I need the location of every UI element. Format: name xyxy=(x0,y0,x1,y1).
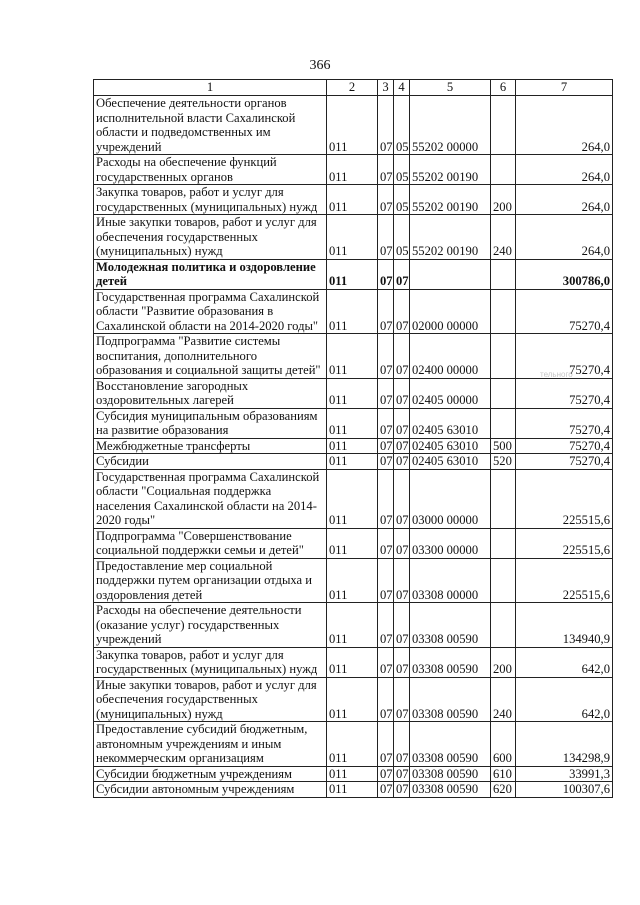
table-row xyxy=(94,469,613,528)
expense-type-cell: 620 xyxy=(491,782,516,798)
table-row xyxy=(94,334,613,379)
row-name-cell: Субсидии автономным учреждениям xyxy=(94,782,327,798)
stamp-mark: тельного xyxy=(540,370,573,379)
chapter-code-cell: 07 xyxy=(378,469,394,528)
header-cell: 2 xyxy=(327,80,378,96)
amount-cell: 642,0 xyxy=(516,677,613,722)
amount-cell: 75270,4 xyxy=(516,408,613,438)
row-name-cell: Молодежная политика и оздоровление детей xyxy=(94,259,327,289)
expense-type-cell: 240 xyxy=(491,677,516,722)
target-article-cell: 55202 00000 xyxy=(410,96,491,155)
header-cell: 4 xyxy=(394,80,410,96)
amount-cell: 225515,6 xyxy=(516,528,613,558)
section-code-cell: 011 xyxy=(327,438,378,454)
subchapter-code-cell: 05 xyxy=(394,155,410,185)
row-name-cell: Государственная программа Сахалинской области "Развитие образования в Сахалинской области на 2014-2020 годы" xyxy=(94,289,327,334)
expense-type-cell xyxy=(491,528,516,558)
table-row xyxy=(94,155,613,185)
chapter-code-cell: 07 xyxy=(378,782,394,798)
header-row xyxy=(94,80,613,96)
target-article-cell: 03308 00000 xyxy=(410,558,491,603)
amount-cell: 225515,6 xyxy=(516,558,613,603)
chapter-code-cell: 07 xyxy=(378,289,394,334)
subchapter-code-cell: 07 xyxy=(394,782,410,798)
subchapter-code-cell: 07 xyxy=(394,334,410,379)
table-row xyxy=(94,215,613,260)
section-code-cell: 011 xyxy=(327,215,378,260)
chapter-code-cell: 07 xyxy=(378,722,394,767)
header-cell: 5 xyxy=(410,80,491,96)
table-row xyxy=(94,782,613,798)
amount-cell: 134940,9 xyxy=(516,603,613,648)
section-code-cell: 011 xyxy=(327,378,378,408)
section-code-cell: 011 xyxy=(327,782,378,798)
expense-type-cell xyxy=(491,378,516,408)
target-article-cell: 03308 00590 xyxy=(410,647,491,677)
chapter-code-cell: 07 xyxy=(378,259,394,289)
budget-table xyxy=(93,79,613,798)
section-code-cell: 011 xyxy=(327,766,378,782)
chapter-code-cell: 07 xyxy=(378,603,394,648)
subchapter-code-cell: 07 xyxy=(394,378,410,408)
row-name-cell: Предоставление субсидий бюджетным, автономным учреждениям и иным некоммерческим организациям xyxy=(94,722,327,767)
header-cell: 6 xyxy=(491,80,516,96)
target-article-cell: 03300 00000 xyxy=(410,528,491,558)
amount-cell: 225515,6 xyxy=(516,469,613,528)
target-article-cell: 02405 63010 xyxy=(410,438,491,454)
section-code-cell: 011 xyxy=(327,647,378,677)
expense-type-cell: 600 xyxy=(491,722,516,767)
header-cell: 1 xyxy=(94,80,327,96)
expense-type-cell xyxy=(491,259,516,289)
row-name-cell: Иные закупки товаров, работ и услуг для обеспечения государственных (муниципальных) нужд xyxy=(94,215,327,260)
expense-type-cell: 520 xyxy=(491,454,516,470)
target-article-cell: 03308 00590 xyxy=(410,603,491,648)
subchapter-code-cell: 05 xyxy=(394,185,410,215)
subchapter-code-cell: 07 xyxy=(394,677,410,722)
subchapter-code-cell: 07 xyxy=(394,558,410,603)
expense-type-cell xyxy=(491,558,516,603)
header-cell: 7 xyxy=(516,80,613,96)
target-article-cell xyxy=(410,259,491,289)
table-row xyxy=(94,722,613,767)
row-name-cell: Субсидия муниципальным образованиям на развитие образования xyxy=(94,408,327,438)
table-row xyxy=(94,438,613,454)
expense-type-cell xyxy=(491,96,516,155)
expense-type-cell: 610 xyxy=(491,766,516,782)
target-article-cell: 55202 00190 xyxy=(410,215,491,260)
section-code-cell: 011 xyxy=(327,289,378,334)
chapter-code-cell: 07 xyxy=(378,558,394,603)
row-name-cell: Обеспечение деятельности органов исполнительной власти Сахалинской области и подведомственных им учреждений xyxy=(94,96,327,155)
row-name-cell: Государственная программа Сахалинской области "Социальная поддержка населения Сахалинской области на 2014-2020 годы" xyxy=(94,469,327,528)
amount-cell: 75270,4 xyxy=(516,438,613,454)
amount-cell: 264,0 xyxy=(516,155,613,185)
chapter-code-cell: 07 xyxy=(378,677,394,722)
section-code-cell: 011 xyxy=(327,558,378,603)
amount-cell: 134298,9 xyxy=(516,722,613,767)
row-name-cell: Иные закупки товаров, работ и услуг для обеспечения государственных (муниципальных) нужд xyxy=(94,677,327,722)
target-article-cell: 02000 00000 xyxy=(410,289,491,334)
section-code-cell: 011 xyxy=(327,408,378,438)
target-article-cell: 03308 00590 xyxy=(410,677,491,722)
expense-type-cell: 200 xyxy=(491,647,516,677)
section-code-cell: 011 xyxy=(327,454,378,470)
section-code-cell: 011 xyxy=(327,603,378,648)
row-name-cell: Подпрограмма "Развитие системы воспитания, дополнительного образования и социальной защиты детей" xyxy=(94,334,327,379)
subchapter-code-cell: 07 xyxy=(394,766,410,782)
target-article-cell: 55202 00190 xyxy=(410,185,491,215)
subchapter-code-cell: 07 xyxy=(394,528,410,558)
table-row xyxy=(94,766,613,782)
header-cell: 3 xyxy=(378,80,394,96)
section-code-cell: 011 xyxy=(327,96,378,155)
section-code-cell: 011 xyxy=(327,469,378,528)
amount-cell: 75270,4 xyxy=(516,454,613,470)
expense-type-cell xyxy=(491,603,516,648)
expense-type-cell xyxy=(491,334,516,379)
target-article-cell: 02405 63010 xyxy=(410,408,491,438)
amount-cell: 33991,3 xyxy=(516,766,613,782)
table-row xyxy=(94,528,613,558)
amount-cell: 75270,4 xyxy=(516,334,613,379)
amount-cell: 264,0 xyxy=(516,185,613,215)
table-row xyxy=(94,289,613,334)
row-name-cell: Расходы на обеспечение функций государственных органов xyxy=(94,155,327,185)
table-row xyxy=(94,558,613,603)
subchapter-code-cell: 07 xyxy=(394,647,410,677)
expense-type-cell: 200 xyxy=(491,185,516,215)
target-article-cell: 03308 00590 xyxy=(410,722,491,767)
subchapter-code-cell: 05 xyxy=(394,96,410,155)
expense-type-cell xyxy=(491,469,516,528)
section-code-cell: 011 xyxy=(327,677,378,722)
amount-cell: 75270,4 xyxy=(516,378,613,408)
subchapter-code-cell: 07 xyxy=(394,259,410,289)
subchapter-code-cell: 07 xyxy=(394,454,410,470)
target-article-cell: 02405 63010 xyxy=(410,454,491,470)
subchapter-code-cell: 07 xyxy=(394,408,410,438)
row-name-cell: Подпрограмма "Совершенствование социальной поддержки семьи и детей" xyxy=(94,528,327,558)
target-article-cell: 03308 00590 xyxy=(410,766,491,782)
target-article-cell: 02400 00000 xyxy=(410,334,491,379)
row-name-cell: Расходы на обеспечение деятельности (оказание услуг) государственных учреждений xyxy=(94,603,327,648)
page-number: 366 xyxy=(309,58,331,73)
table-row xyxy=(94,259,613,289)
chapter-code-cell: 07 xyxy=(378,185,394,215)
amount-cell: 100307,6 xyxy=(516,782,613,798)
subchapter-code-cell: 07 xyxy=(394,438,410,454)
expense-type-cell: 240 xyxy=(491,215,516,260)
expense-type-cell xyxy=(491,289,516,334)
table-row xyxy=(94,185,613,215)
chapter-code-cell: 07 xyxy=(378,647,394,677)
table-row xyxy=(94,96,613,155)
section-code-cell: 011 xyxy=(327,334,378,379)
target-article-cell: 03000 00000 xyxy=(410,469,491,528)
subchapter-code-cell: 07 xyxy=(394,722,410,767)
chapter-code-cell: 07 xyxy=(378,96,394,155)
section-code-cell: 011 xyxy=(327,185,378,215)
chapter-code-cell: 07 xyxy=(378,438,394,454)
section-code-cell: 011 xyxy=(327,722,378,767)
chapter-code-cell: 07 xyxy=(378,334,394,379)
subchapter-code-cell: 05 xyxy=(394,215,410,260)
table-row xyxy=(94,677,613,722)
expense-type-cell: 500 xyxy=(491,438,516,454)
expense-type-cell xyxy=(491,155,516,185)
subchapter-code-cell: 07 xyxy=(394,289,410,334)
chapter-code-cell: 07 xyxy=(378,528,394,558)
amount-cell: 264,0 xyxy=(516,96,613,155)
row-name-cell: Закупка товаров, работ и услуг для государственных (муниципальных) нужд xyxy=(94,647,327,677)
chapter-code-cell: 07 xyxy=(378,155,394,185)
section-code-cell: 011 xyxy=(327,259,378,289)
subchapter-code-cell: 07 xyxy=(394,469,410,528)
amount-cell: 264,0 xyxy=(516,215,613,260)
table-row xyxy=(94,454,613,470)
chapter-code-cell: 07 xyxy=(378,408,394,438)
chapter-code-cell: 07 xyxy=(378,454,394,470)
expense-type-cell xyxy=(491,408,516,438)
chapter-code-cell: 07 xyxy=(378,378,394,408)
subchapter-code-cell: 07 xyxy=(394,603,410,648)
chapter-code-cell: 07 xyxy=(378,766,394,782)
target-article-cell: 03308 00590 xyxy=(410,782,491,798)
amount-cell: 642,0 xyxy=(516,647,613,677)
row-name-cell: Закупка товаров, работ и услуг для государственных (муниципальных) нужд xyxy=(94,185,327,215)
amount-cell: 75270,4 xyxy=(516,289,613,334)
section-code-cell: 011 xyxy=(327,528,378,558)
table-row xyxy=(94,408,613,438)
table-row xyxy=(94,647,613,677)
table-body xyxy=(94,96,613,798)
target-article-cell: 02405 00000 xyxy=(410,378,491,408)
target-article-cell: 55202 00190 xyxy=(410,155,491,185)
chapter-code-cell: 07 xyxy=(378,215,394,260)
row-name-cell: Восстановление загородных оздоровительных лагерей xyxy=(94,378,327,408)
row-name-cell: Субсидии бюджетным учреждениям xyxy=(94,766,327,782)
row-name-cell: Субсидии xyxy=(94,454,327,470)
amount-cell: 300786,0 xyxy=(516,259,613,289)
section-code-cell: 011 xyxy=(327,155,378,185)
row-name-cell: Межбюджетные трансферты xyxy=(94,438,327,454)
table-row xyxy=(94,603,613,648)
table-row xyxy=(94,378,613,408)
row-name-cell: Предоставление мер социальной поддержки путем организации отдыха и оздоровления детей xyxy=(94,558,327,603)
